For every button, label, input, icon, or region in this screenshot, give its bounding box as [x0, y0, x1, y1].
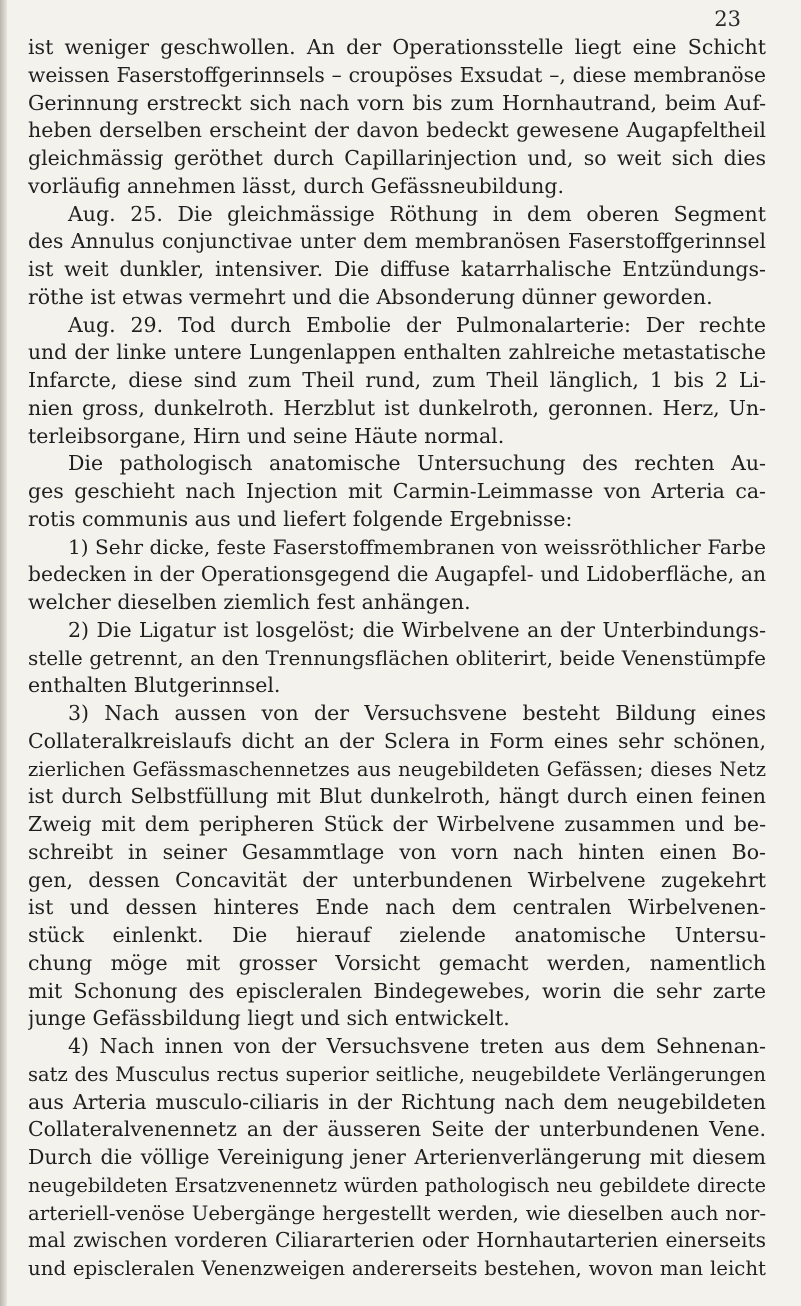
text-line: 1) Sehr dicke, feste Faserstoffmembranen von weissröthlicher Farbe: [68, 534, 766, 559]
text-line: Die pathologisch anatomische Untersuchung des rechten Au-: [68, 451, 766, 476]
text-line: des Annulus conjunctivae unter dem membranösen Faserstoffgerinnsel: [28, 229, 766, 254]
text-line: enthalten Blutgerinnsel.: [28, 673, 281, 698]
text-line: zierlichen Gefässmaschennetzes aus neugebildeten Gefässen; dieses Netz: [28, 757, 766, 781]
text-line: gen, dessen Concavität der unterbundenen Wirbelvene zugekehrt: [28, 867, 766, 892]
text-line: heben derselben erscheint der davon bedeckt gewesene Augapfeltheil: [28, 118, 766, 143]
text-line: Gerinnung erstreckt sich nach vorn bis zum Hornhautrand, beim Auf-: [28, 90, 766, 115]
text-line: rotis communis aus und liefert folgende Ergebnisse:: [28, 506, 573, 531]
text-line: Aug. 25. Die gleichmässige Röthung in dem oberen Segment: [68, 201, 766, 226]
text-line: ist weniger geschwollen. An der Operationsstelle liegt eine Schicht: [28, 35, 766, 59]
text-line: stück einlenkt. Die hierauf zielende anatomische Untersu-: [28, 923, 766, 947]
text-line: terleibsorgane, Hirn und seine Häute normal.: [28, 423, 505, 448]
text-line: bedecken in der Operationsgegend die Augapfel- und Lidoberfläche, an: [28, 562, 766, 587]
text-line: und episcleralen Venenzweigen andererseits bestehen, wovon man leicht: [28, 1257, 766, 1280]
page-edge: [0, 0, 7, 1306]
text-line: Aug. 29. Tod durch Embolie der Pulmonalarterie: Der rechte: [68, 312, 766, 337]
text-line: neugebildeten Ersatzvenennetz würden pathologisch neu gebildete directe: [28, 1173, 766, 1197]
text-line: ist durch Selbstfüllung mit Blut dunkelroth, hängt durch einen feinen: [28, 784, 766, 809]
text-line: mit Schonung des episcleralen Bindegewebes, worin die sehr zarte: [28, 978, 766, 1003]
page-number: 23: [714, 7, 741, 31]
text-line: welcher dieselben ziemlich fest anhängen.: [28, 590, 471, 614]
text-line: stelle getrennt, an den Trennungsflächen obliterirt, beide Venenstümpfe: [28, 645, 766, 670]
text-line: 3) Nach aussen von der Versuchsvene besteht Bildung eines: [68, 701, 766, 725]
text-line: Collateralkreislaufs dicht an der Sclera in Form eines sehr schönen,: [28, 728, 766, 753]
text-line: chung möge mit grosser Vorsicht gemacht werden, namentlich: [28, 950, 766, 975]
text-line: weissen Faserstoffgerinnsels – croupöses Exsudat –, diese membranöse: [28, 62, 766, 87]
text-line: ges geschieht nach Injection mit Carmin-Leimmasse von Arteria ca-: [28, 479, 766, 503]
body-text: [28, 34, 766, 1283]
text-line: schreibt in seiner Gesammtlage von vorn nach hinten einen Bo-: [28, 839, 766, 864]
text-line: ist weit dunkler, intensiver. Die diffuse katarrhalische Entzündungs-: [28, 257, 766, 281]
text-line: aus Arteria musculo-ciliaris in der Richtung nach dem neugebildeten: [28, 1089, 766, 1114]
text-line: und der linke untere Lungenlappen enthalten zahlreiche metastatische: [28, 340, 766, 365]
text-line: nien gross, dunkelroth. Herzblut ist dunkelroth, geronnen. Herz, Un-: [28, 395, 766, 420]
text-line: vorläufig annehmen lässt, durch Gefässneubildung.: [28, 173, 564, 198]
text-line: Zweig mit dem peripheren Stück der Wirbelvene zusammen und be-: [28, 812, 766, 836]
text-line: satz des Musculus rectus superior seitliche, neugebildete Verlängerungen: [28, 1062, 766, 1086]
text-line: gleichmässig geröthet durch Capillarinjection und, so weit sich dies: [28, 146, 766, 170]
text-line: Durch die völlige Vereinigung jener Arterienverlängerung mit diesem: [28, 1145, 766, 1169]
text-line: mal zwischen vorderen Ciliararterien oder Hornhautarterien einerseits: [28, 1228, 766, 1253]
text-line: junge Gefässbildung liegt und sich entwickelt.: [28, 1006, 510, 1031]
text-line: 2) Die Ligatur ist losgelöst; die Wirbelvene an der Unterbindungs-: [68, 617, 766, 642]
text-line: Infarcte, diese sind zum Theil rund, zum Theil länglich, 1 bis 2 Li-: [28, 368, 766, 392]
text-line: ist und dessen hinteres Ende nach dem centralen Wirbelvenen-: [28, 895, 766, 920]
text-line: Collateralvenennetz an der äusseren Seite der unterbundenen Vene.: [28, 1117, 766, 1142]
text-line: röthe ist etwas vermehrt und die Absonderung dünner geworden.: [28, 284, 713, 309]
text-line: 4) Nach innen von der Versuchsvene treten aus dem Sehnenan-: [68, 1034, 766, 1058]
text-line: arteriell-venöse Uebergänge hergestellt werden, wie dieselben auch nor-: [28, 1201, 766, 1225]
